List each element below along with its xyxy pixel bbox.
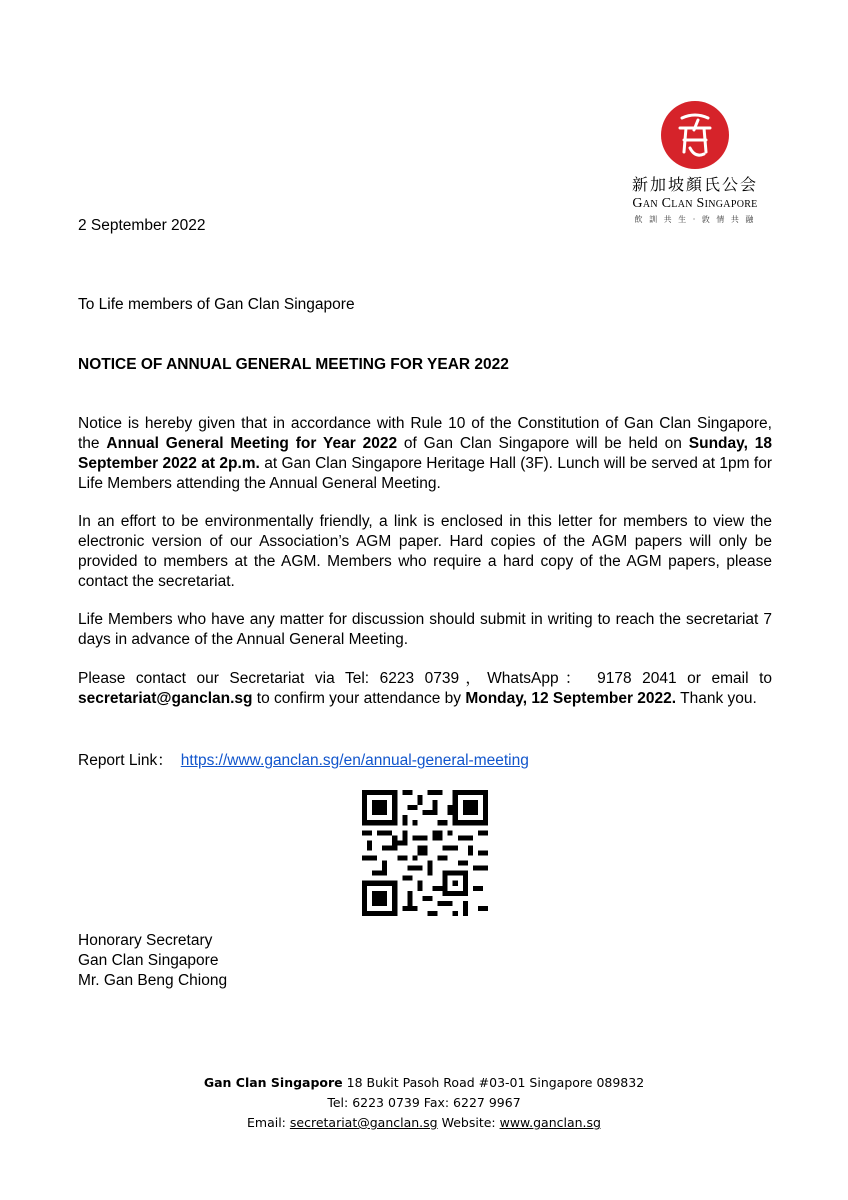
signature-title: Honorary Secretary (78, 932, 213, 949)
p4-text-1: Please contact our Secretariat via Tel: 6223 0739，WhatsApp： 9178 2041 or email to (78, 670, 772, 687)
p1-text-3: at Gan Clan Singapore Heritage Hall (3F). Lunch will be served at 1pm for Life Members attending the Annual General Meeting. (78, 455, 773, 492)
logo-chinese-name: 新加坡顏氏公会 (631, 175, 758, 194)
clan-seal-icon (660, 100, 730, 170)
report-link[interactable]: https://www.ganclan.sg/en/annual-general-meeting (180, 752, 529, 769)
footer-email-label: Email: (247, 1115, 290, 1130)
p1-bold-datetime: Sunday, 18 September 2022 at 2p.m. (78, 435, 772, 472)
qr-code-icon (362, 790, 488, 916)
paragraph-meeting-details (78, 414, 772, 494)
signature-name: Mr. Gan Beng Chiong (78, 972, 228, 989)
paragraph-environment: In an effort to be environmentally friendly, a link is enclosed in this letter for members to view the electronic version of our Association’s AGM paper. Hard copies of the AGM papers will only be provided to members at the AGM. Members who require a hard copy of the AGM papers, please contact the secretariat. (78, 513, 772, 590)
p1-text-1: Notice is hereby given that in accordance with Rule 10 of the Constitution of Gan Clan Singapore, the (78, 415, 772, 452)
p4-email: secretariat@ganclan.sg (78, 690, 253, 707)
p4-text-2: to confirm your attendance by (252, 690, 466, 707)
recipient-line: To Life members of Gan Clan Singapore (78, 296, 355, 313)
notice-heading: NOTICE OF ANNUAL GENERAL MEETING FOR YEAR 2022 (78, 356, 509, 373)
footer-address: 18 Bukit Pasoh Road #03-01 Singapore 089832 (342, 1075, 645, 1090)
footer-contact-line (0, 1113, 848, 1133)
footer-website-label: Website: (437, 1115, 500, 1130)
p1-text-2: of Gan Clan Singapore will be held on (397, 435, 689, 452)
footer-org: Gan Clan Singapore (203, 1075, 343, 1090)
footer-email-link[interactable]: secretariat@ganclan.sg (289, 1115, 438, 1130)
signature-block (78, 931, 227, 991)
paragraph-discussion: Life Members who have any matter for discussion should submit in writing to reach the secretariat 7 days in advance of the Annual General Meeting. (78, 611, 772, 648)
letter-date: 2 September 2022 (78, 217, 206, 234)
signature-org: Gan Clan Singapore (78, 952, 219, 969)
report-link-label: Report Link： (78, 752, 173, 769)
report-link-line (78, 751, 772, 771)
footer-phones: Tel: 6223 0739 Fax: 6227 9967 (327, 1095, 521, 1110)
logo-english-name: Gan Clan Singapore (632, 196, 758, 211)
footer-address-line (0, 1073, 848, 1093)
paragraph-contact (78, 669, 772, 709)
p1-bold-meeting: Annual General Meeting for Year 2022 (106, 435, 398, 452)
logo-motto: 飲 訓 共 生 · 敦 情 共 融 (634, 215, 756, 224)
letter-footer (0, 1073, 848, 1133)
footer-website-link[interactable]: www.ganclan.sg (499, 1115, 601, 1130)
p4-text-3: Thank you. (676, 690, 757, 707)
p4-deadline: Monday, 12 September 2022. (465, 690, 677, 707)
clan-logo (610, 100, 780, 225)
